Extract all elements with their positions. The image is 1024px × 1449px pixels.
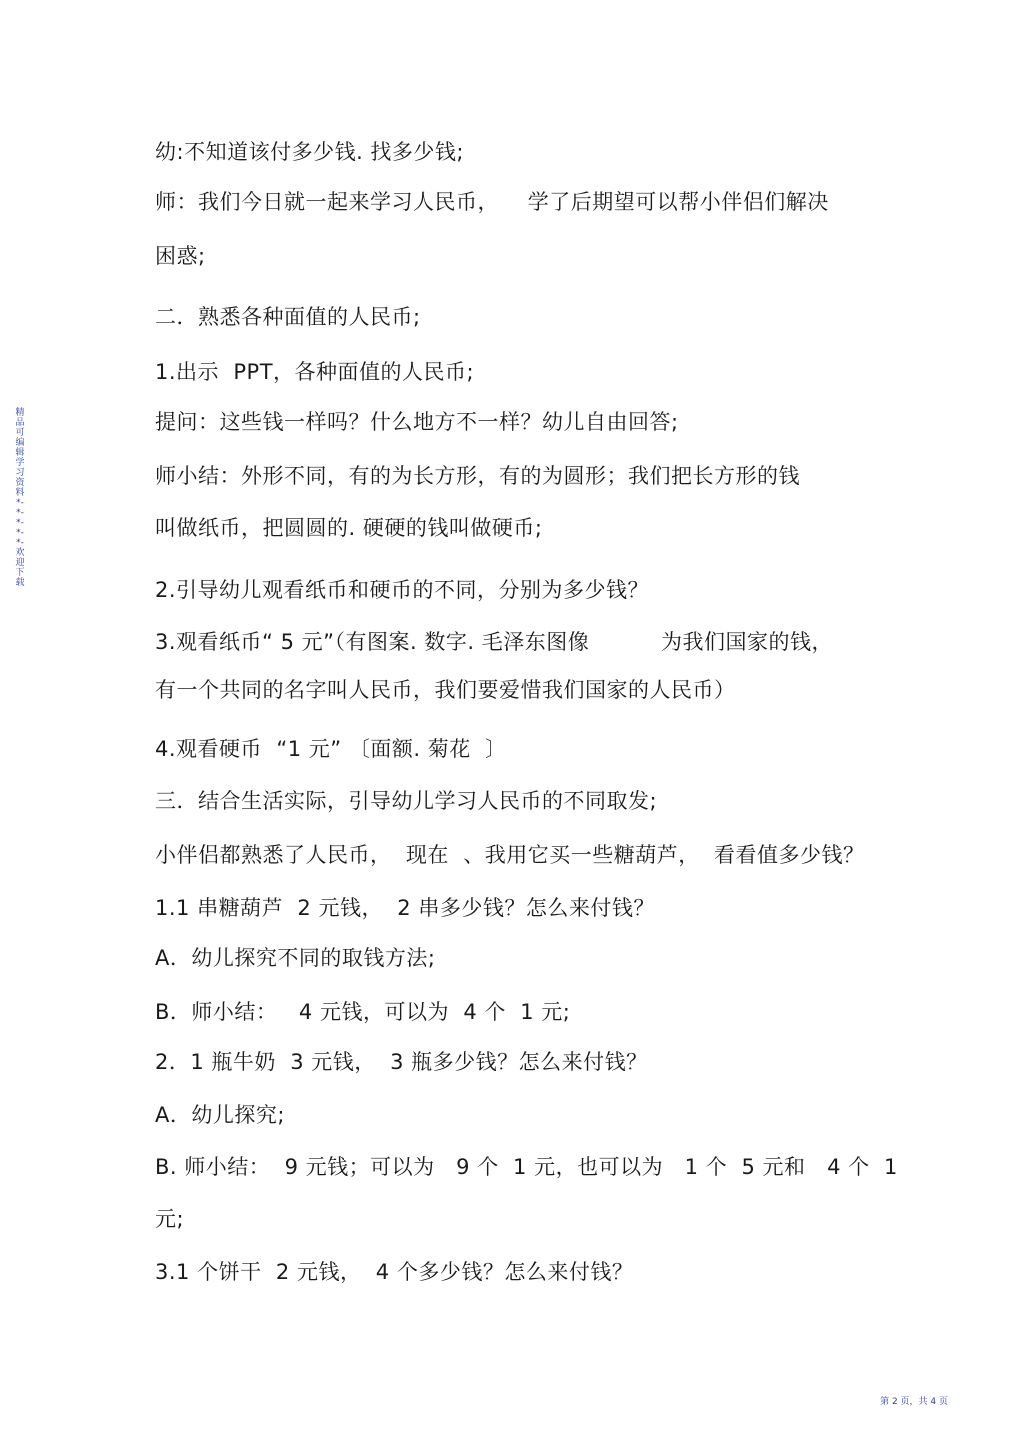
text-line-1: 幼:不知道该付多少钱. 找多少钱; — [155, 140, 464, 164]
text-line-9: 2.引导幼儿观看纸币和硬币的不同，分别为多少钱？ — [155, 578, 650, 602]
text-line-13: 三．结合生活实际，引导幼儿学习人民币的不同取发; — [155, 789, 658, 813]
text-line-15: 1.1 串糖葫芦 2 元钱， 2 串多少钱？怎么来付钱？ — [155, 896, 655, 920]
text-line-19: A．幼儿探究; — [155, 1103, 285, 1127]
page-number-footer: 第 2 页，共 4 页 — [880, 1397, 948, 1407]
side-watermark-note: 精品可编辑学习资料*-*-*-*-*-欢迎下载 — [15, 408, 25, 588]
text-line-21: 元; — [155, 1207, 185, 1231]
text-line-7: 师小结：外形不同，有的为长方形，有的为圆形；我们把长方形的钱 — [155, 464, 800, 488]
text-line-6: 提问：这些钱一样吗？什么地方不一样？幼儿自由回答; — [155, 410, 679, 434]
text-line-3: 困惑; — [155, 244, 206, 268]
text-line-18: 2．1 瓶牛奶 3 元钱， 3 瓶多少钱？怎么来付钱？ — [155, 1050, 648, 1074]
text-line-12: 4.观看硬币 “1 元” 〔面额. 菊花 〕 — [155, 737, 507, 761]
text-line-10: 3.观看纸币“ 5 元”（有图案. 数字. 毛泽东图像 为我们国家的钱， — [155, 630, 833, 654]
text-line-16: A．幼儿探究不同的取钱方法; — [155, 946, 436, 970]
text-line-17: B．师小结： 4 元钱，可以为 4 个 1 元; — [155, 1000, 571, 1024]
text-line-20: B. 师小结： 9 元钱；可以为 9 个 1 元，也可以为 1 个 5 元和 4 个 1 — [155, 1155, 898, 1179]
text-line-11: 有一个共同的名字叫人民币，我们要爱惜我们国家的人民币） — [155, 678, 736, 702]
text-line-4: 二．熟悉各种面值的人民币; — [155, 305, 421, 329]
text-line-5: 1.出示 PPT，各种面值的人民币; — [155, 360, 475, 384]
text-line-14: 小伴侣都熟悉了人民币， 现在 、我用它买一些糖葫芦， 看看值多少钱？ — [155, 843, 865, 867]
text-line-22: 3.1 个饼干 2 元钱， 4 个多少钱？怎么来付钱？ — [155, 1260, 634, 1284]
text-line-8: 叫做纸币，把圆圆的. 硬硬的钱叫做硬币; — [155, 516, 543, 540]
text-line-2: 师：我们今日就一起来学习人民币， 学了后期望可以帮小伴侣们解决 — [155, 190, 829, 214]
